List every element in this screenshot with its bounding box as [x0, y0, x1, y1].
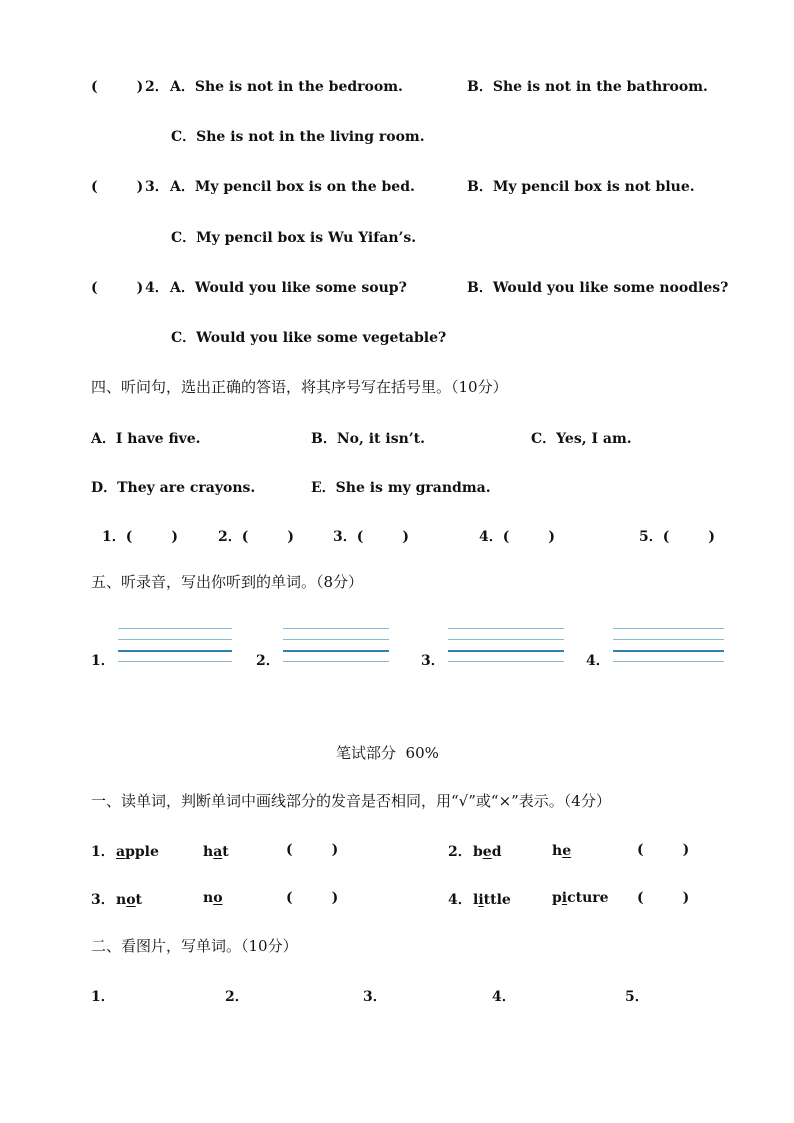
question-number: 2．	[145, 79, 169, 95]
answer-bracket[interactable]: ( )	[637, 890, 690, 906]
blank-number: 1．	[91, 653, 115, 669]
answer-bracket[interactable]: ( )	[91, 280, 144, 296]
option-b: B．Would you like some noodles?	[467, 280, 729, 296]
answer-bracket[interactable]: 2．( )	[218, 529, 294, 545]
writing-lines[interactable]	[613, 628, 724, 664]
item-number: 2．	[448, 844, 472, 860]
writing-lines[interactable]	[118, 628, 232, 664]
answer-bracket[interactable]: ( )	[91, 79, 144, 95]
option-a: A．Would you like some soup?	[170, 280, 407, 296]
word-hat: hat	[203, 844, 229, 860]
item-number: 1．	[91, 844, 115, 860]
question-number: 3．	[145, 179, 169, 195]
section-heading: 二、看图片，写单词。（10分）	[91, 937, 298, 955]
word-picture: picture	[552, 890, 609, 906]
word-bed: bed	[473, 844, 502, 860]
writing-lines[interactable]	[448, 628, 564, 664]
answer-option: C．Yes, I am.	[531, 431, 632, 447]
item-number: 5．	[625, 989, 649, 1005]
blank-number: 3．	[421, 653, 445, 669]
answer-bracket[interactable]: 3．( )	[333, 529, 409, 545]
item-number: 2．	[225, 989, 249, 1005]
option-c: C．She is not in the living room.	[171, 129, 425, 145]
blank-number: 2．	[256, 653, 280, 669]
section-heading: 五、听录音，写出你听到的单词。（8分）	[91, 573, 364, 591]
option-b: B．She is not in the bathroom.	[467, 79, 708, 95]
word-little: little	[473, 892, 511, 908]
part-title: 笔试部分 60%	[336, 744, 439, 762]
word-not: not	[116, 892, 142, 908]
answer-bracket[interactable]: ( )	[637, 842, 690, 858]
word-no: no	[203, 890, 223, 906]
answer-option: D．They are crayons.	[91, 480, 256, 496]
option-c: C．Would you like some vegetable?	[171, 330, 447, 346]
option-a: A．My pencil box is on the bed.	[170, 179, 415, 195]
answer-bracket[interactable]: ( )	[286, 842, 339, 858]
answer-bracket[interactable]: ( )	[91, 179, 144, 195]
answer-option: B．No, it isn’t.	[311, 431, 425, 447]
item-number: 4．	[448, 892, 472, 908]
option-c: C．My pencil box is Wu Yifan’s.	[171, 230, 417, 246]
answer-option: A．I have five.	[91, 431, 201, 447]
section-heading: 一、读单词，判断单词中画线部分的发音是否相同，用“√”或“×”表示。（4分）	[91, 792, 611, 810]
item-number: 3．	[363, 989, 387, 1005]
answer-bracket[interactable]: 1．( )	[102, 529, 178, 545]
word-apple: apple	[116, 844, 159, 860]
question-number: 4．	[145, 280, 169, 296]
answer-bracket[interactable]: ( )	[286, 890, 339, 906]
blank-number: 4．	[586, 653, 610, 669]
answer-option: E．She is my grandma.	[311, 480, 491, 496]
section-heading: 四、听问句，选出正确的答语，将其序号写在括号里。（10分）	[91, 378, 508, 396]
item-number: 4．	[492, 989, 516, 1005]
item-number: 3．	[91, 892, 115, 908]
option-b: B．My pencil box is not blue.	[467, 179, 695, 195]
answer-bracket[interactable]: 5．( )	[639, 529, 715, 545]
option-a: A．She is not in the bedroom.	[170, 79, 403, 95]
item-number: 1．	[91, 989, 115, 1005]
word-he: he	[552, 843, 572, 859]
answer-bracket[interactable]: 4．( )	[479, 529, 555, 545]
writing-lines[interactable]	[283, 628, 389, 664]
